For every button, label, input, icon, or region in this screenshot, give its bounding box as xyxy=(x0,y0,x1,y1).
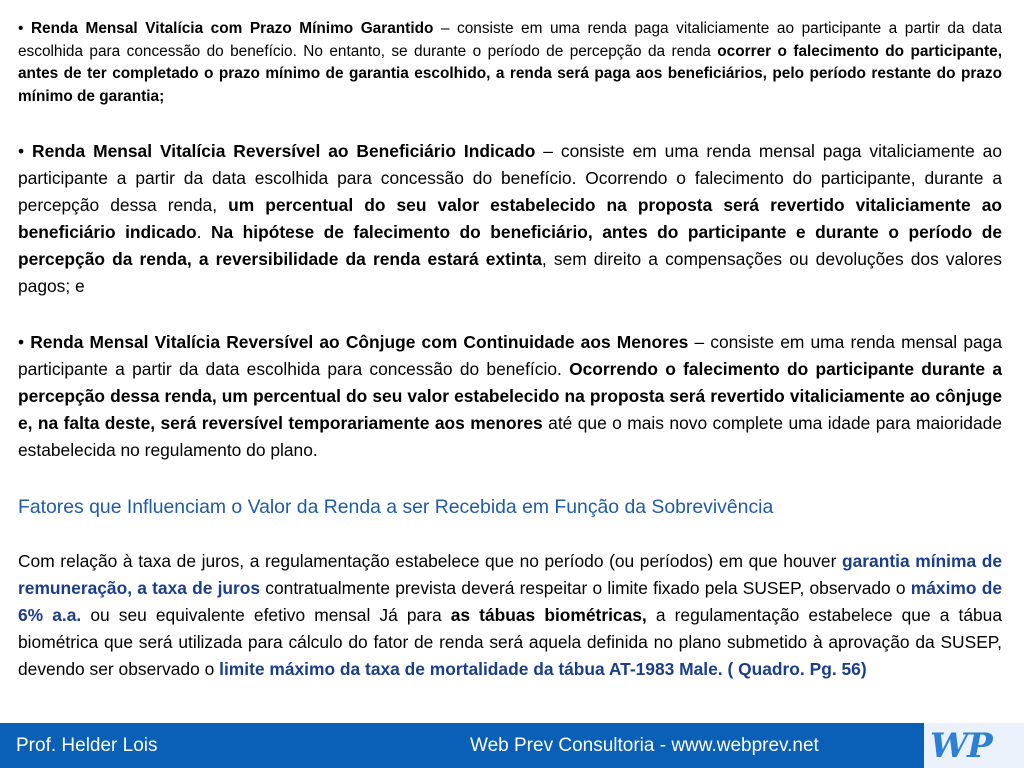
paragraph-prazo-minimo xyxy=(18,18,1002,108)
term-title: Renda Mensal Vitalícia com Prazo Mínimo Garantido xyxy=(30,20,434,37)
bullet: • xyxy=(18,20,31,37)
text: – consiste em uma renda mensal paga vitaliciamente ao participante a partir da data escolhida para concessão do benefício. Ocorrendo o falecimento do participante, durante a percepção dessa renda, xyxy=(18,141,1003,215)
text: contratualmente prevista deverá respeitar o limite fixado pela SUSEP, observado o xyxy=(260,578,911,598)
text: até que o mais novo complete uma idade para maioridade estabelecida no regulamento do plano. xyxy=(18,413,1002,460)
webprev-logo: WP xyxy=(930,726,992,766)
footer-bar xyxy=(0,723,1024,768)
emphasis-text: as tábuas biométricas, xyxy=(450,605,647,625)
text: – consiste em uma renda mensal paga participante a partir da data escolhida para concessão do benefício. xyxy=(18,332,1003,379)
footer-author: Prof. Helder Lois xyxy=(16,735,158,756)
text: – consiste em uma renda paga vitaliciamente ao participante a partir da data escolhida para concessão do benefício. No entanto, se durante o período de percepção da renda xyxy=(18,20,1003,60)
bullet: • xyxy=(18,332,31,352)
highlight-text: garantia mínima de remuneração, a taxa de juros xyxy=(18,551,1002,598)
highlight-text: máximo de 6% a.a. xyxy=(18,578,1002,625)
term-title: Renda Mensal Vitalícia Reversível ao Cônjuge com Continuidade aos Menores xyxy=(30,332,689,352)
emphasis-text: Na hipótese de falecimento do beneficiário, antes do participante e durante o período de percepção da renda, a reversibilidade da renda estará extinta xyxy=(18,222,1002,269)
emphasis-text: Ocorrendo o falecimento do participante durante a percepção dessa renda, um percentual do seu valor estabelecido na proposta será revertido vitaliciamente ao cônjuge e, na falta deste, será reversível temporariamente aos menores xyxy=(18,359,1002,433)
term-title: Renda Mensal Vitalícia Reversível ao Beneficiário Indicado xyxy=(32,141,536,161)
footer-website: Web Prev Consultoria - www.webprev.net xyxy=(470,735,819,756)
text: . xyxy=(196,222,211,242)
paragraph-reversivel-conjuge xyxy=(18,329,1002,464)
section-heading: Fatores que Influenciam o Valor da Renda a ser Recebida em Função da Sobrevivência xyxy=(18,496,774,518)
bullet: • xyxy=(18,141,33,161)
paragraph-taxa-juros xyxy=(18,548,1002,683)
text: Com relação à taxa de juros, a regulamentação estabelece que no período (ou períodos) em que houver xyxy=(18,551,842,571)
paragraph-reversivel-beneficiario xyxy=(18,138,1002,300)
highlight-text: limite máximo da taxa de mortalidade da tábua AT-1983 Male. ( Quadro. Pg. 56) xyxy=(219,659,867,679)
text: ou seu equivalente efetivo mensal Já para xyxy=(81,605,451,625)
text: a regulamentação estabelece que a tábua biométrica que será utilizada para cálculo do fator de renda será aquela definida no plano submetido à aprovação da SUSEP, devendo ser observado o xyxy=(18,605,1003,679)
emphasis-text: um percentual do seu valor estabelecido na proposta será revertido vitaliciamente ao beneficiário indicado xyxy=(18,195,1002,242)
text: , sem direito a compensações ou devoluções dos valores pagos; e xyxy=(18,249,1002,296)
emphasis-text: ocorrer o falecimento do participante, antes de ter completado o prazo mínimo de garantia escolhido, a renda será paga aos beneficiários, pelo período restante do prazo mínimo de garantia; xyxy=(18,42,1002,105)
